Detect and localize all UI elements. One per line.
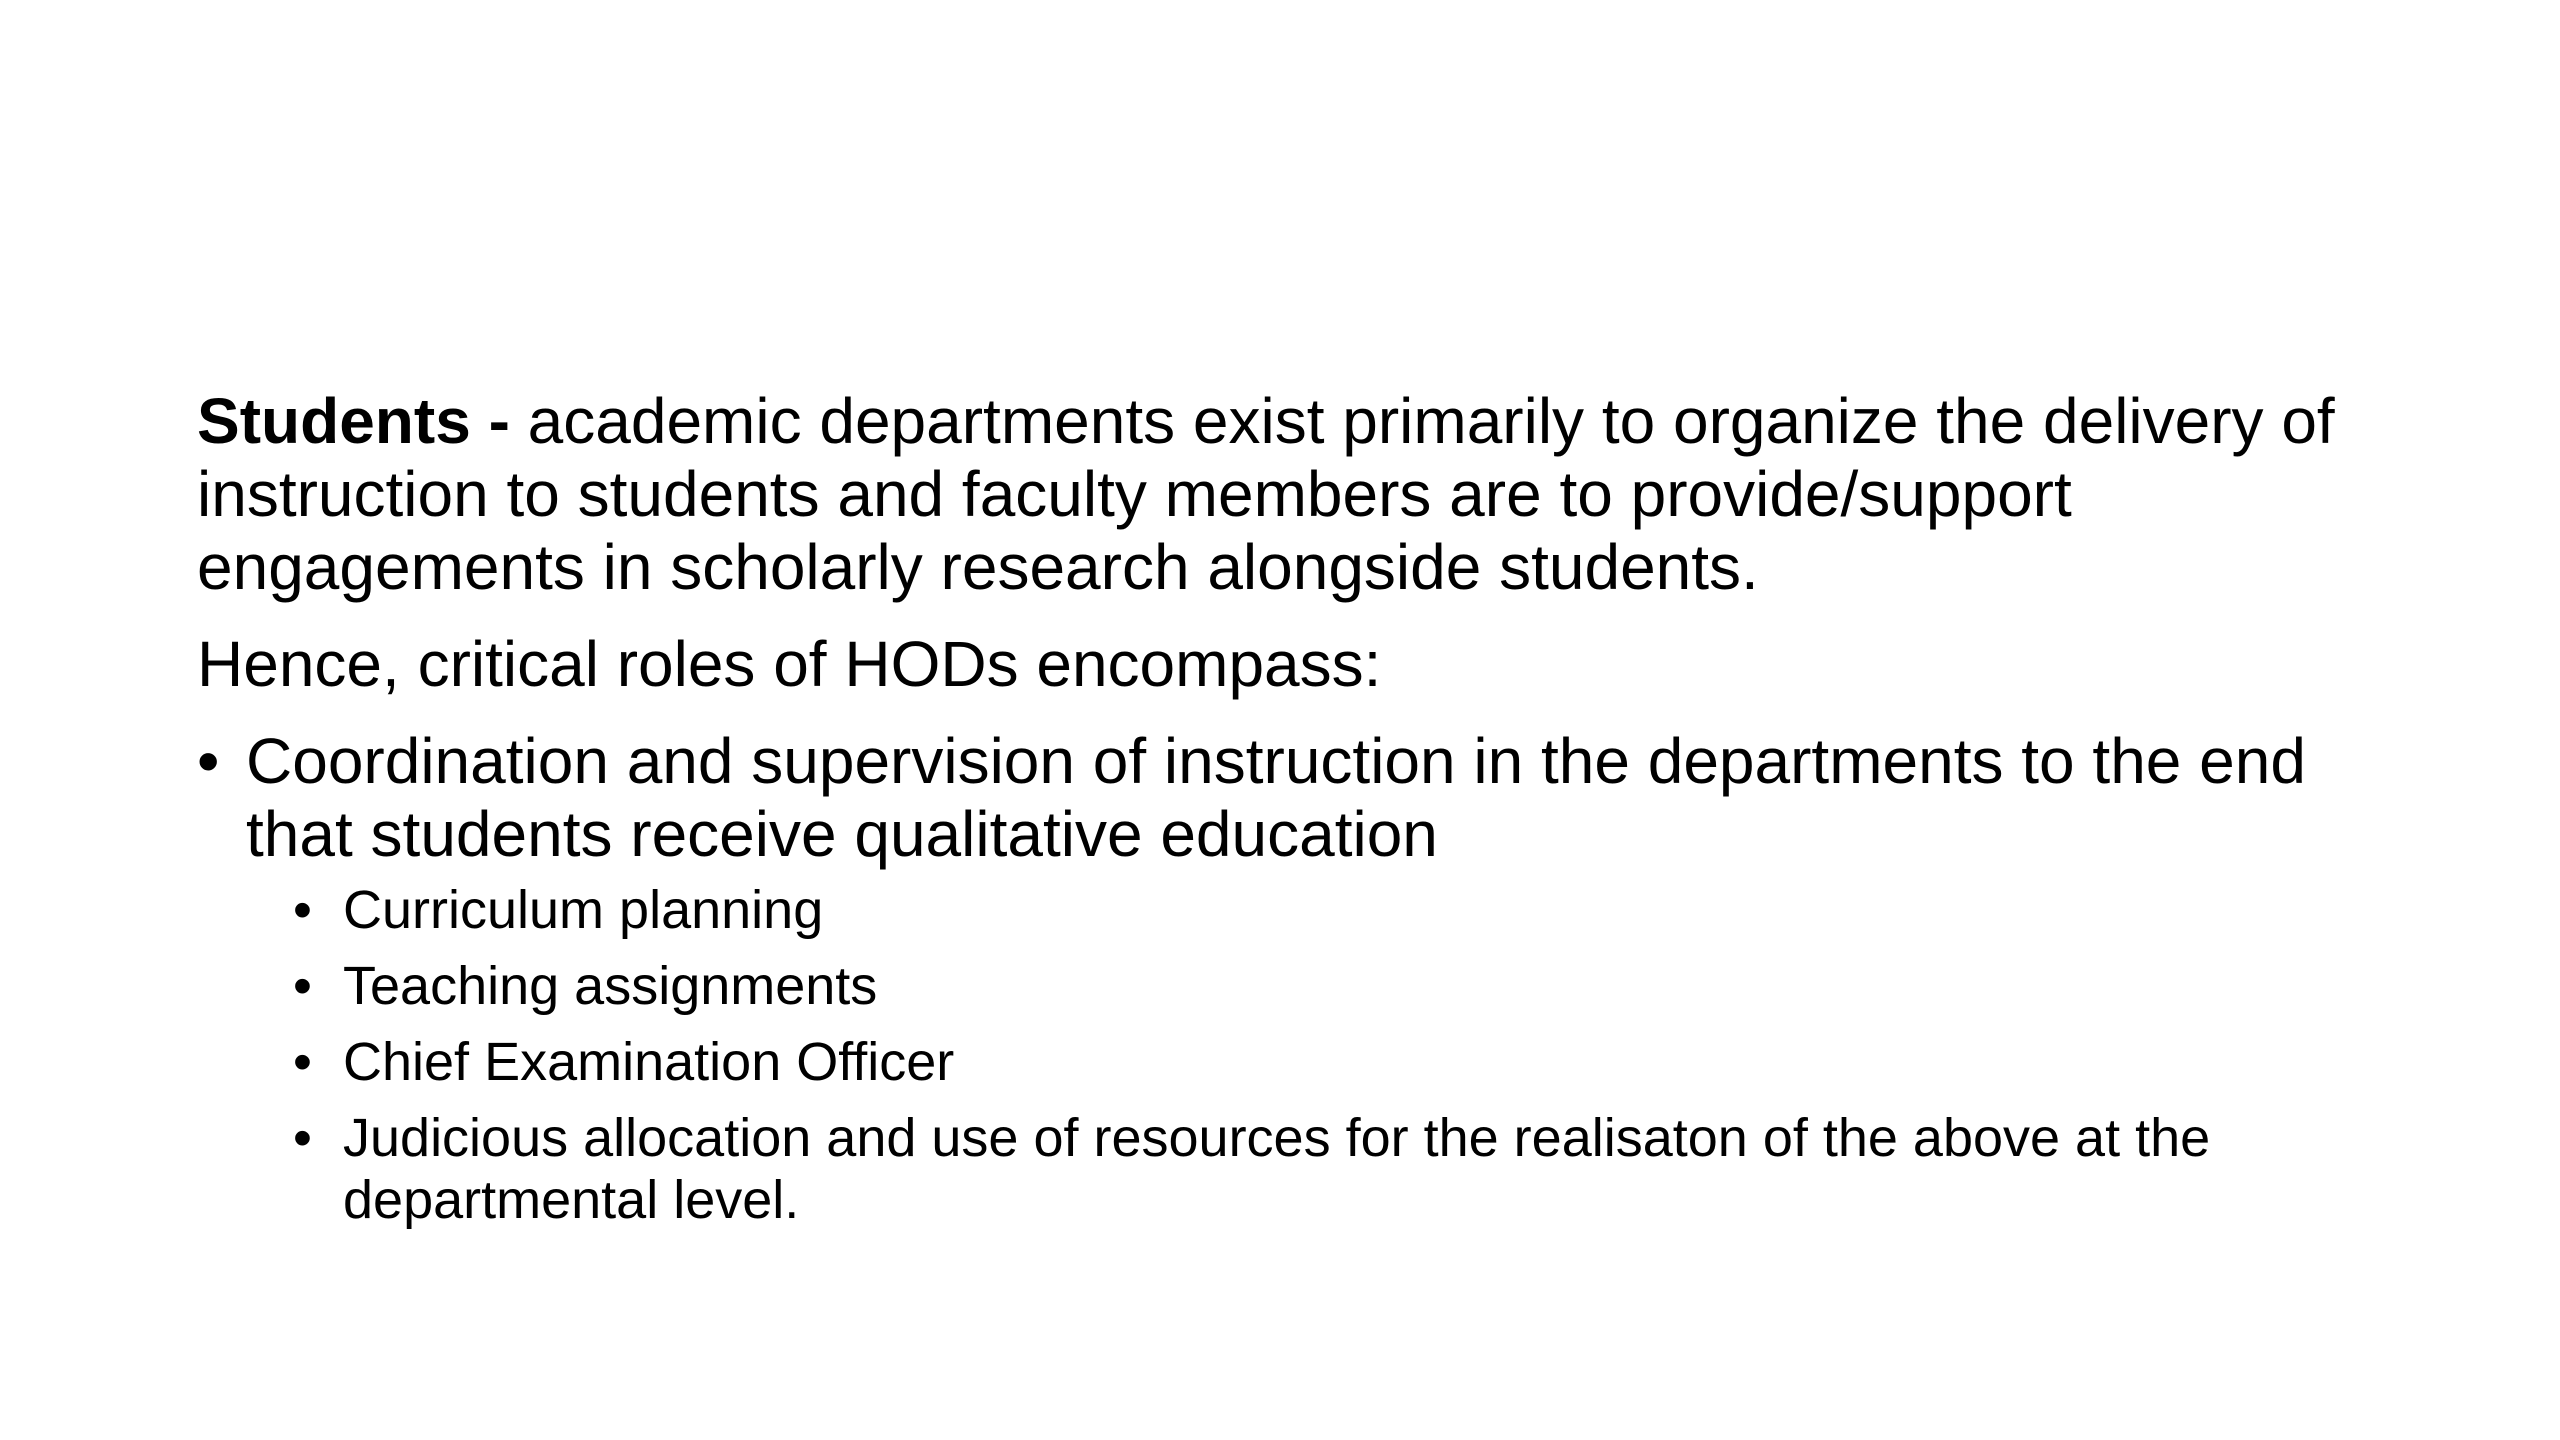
sub-bullet-text: Judicious allocation and use of resources for the realisaton of the above at the departmental level. bbox=[343, 1108, 2211, 1230]
intro-text: academic departments exist primarily to organize the delivery of instruction to students and faculty members are to provide/support engagements in scholarly research alongside students. bbox=[197, 385, 2335, 603]
slide-content bbox=[197, 385, 2427, 1245]
bullet-dot-icon: • bbox=[293, 880, 312, 940]
sub-bullet-text: Curriculum planning bbox=[343, 880, 824, 940]
bullet-dot-icon: • bbox=[293, 956, 312, 1016]
sub-bullet-text: Teaching assignments bbox=[343, 956, 878, 1016]
sub-bullet-item bbox=[197, 1107, 2427, 1231]
sub-bullet-item bbox=[197, 879, 2427, 941]
sub-bullet-item bbox=[197, 955, 2427, 1017]
sub-bullet-text: Chief Examination Officer bbox=[343, 1032, 955, 1092]
bullet-dot-icon: • bbox=[197, 725, 220, 797]
sub-bullet-list bbox=[197, 879, 2427, 1231]
bullet-dot-icon: • bbox=[293, 1108, 312, 1168]
main-bullet-item bbox=[197, 725, 2427, 871]
intro-paragraph bbox=[197, 385, 2427, 604]
lead-in-text: Hence, critical roles of HODs encompass: bbox=[197, 628, 1382, 700]
bullet-dot-icon: • bbox=[293, 1032, 312, 1092]
sub-bullet-item bbox=[197, 1031, 2427, 1093]
intro-bold-label: Students - bbox=[197, 385, 510, 457]
main-bullet-text: Coordination and supervision of instruction in the departments to the end that students receive qualitative education bbox=[246, 725, 2306, 870]
